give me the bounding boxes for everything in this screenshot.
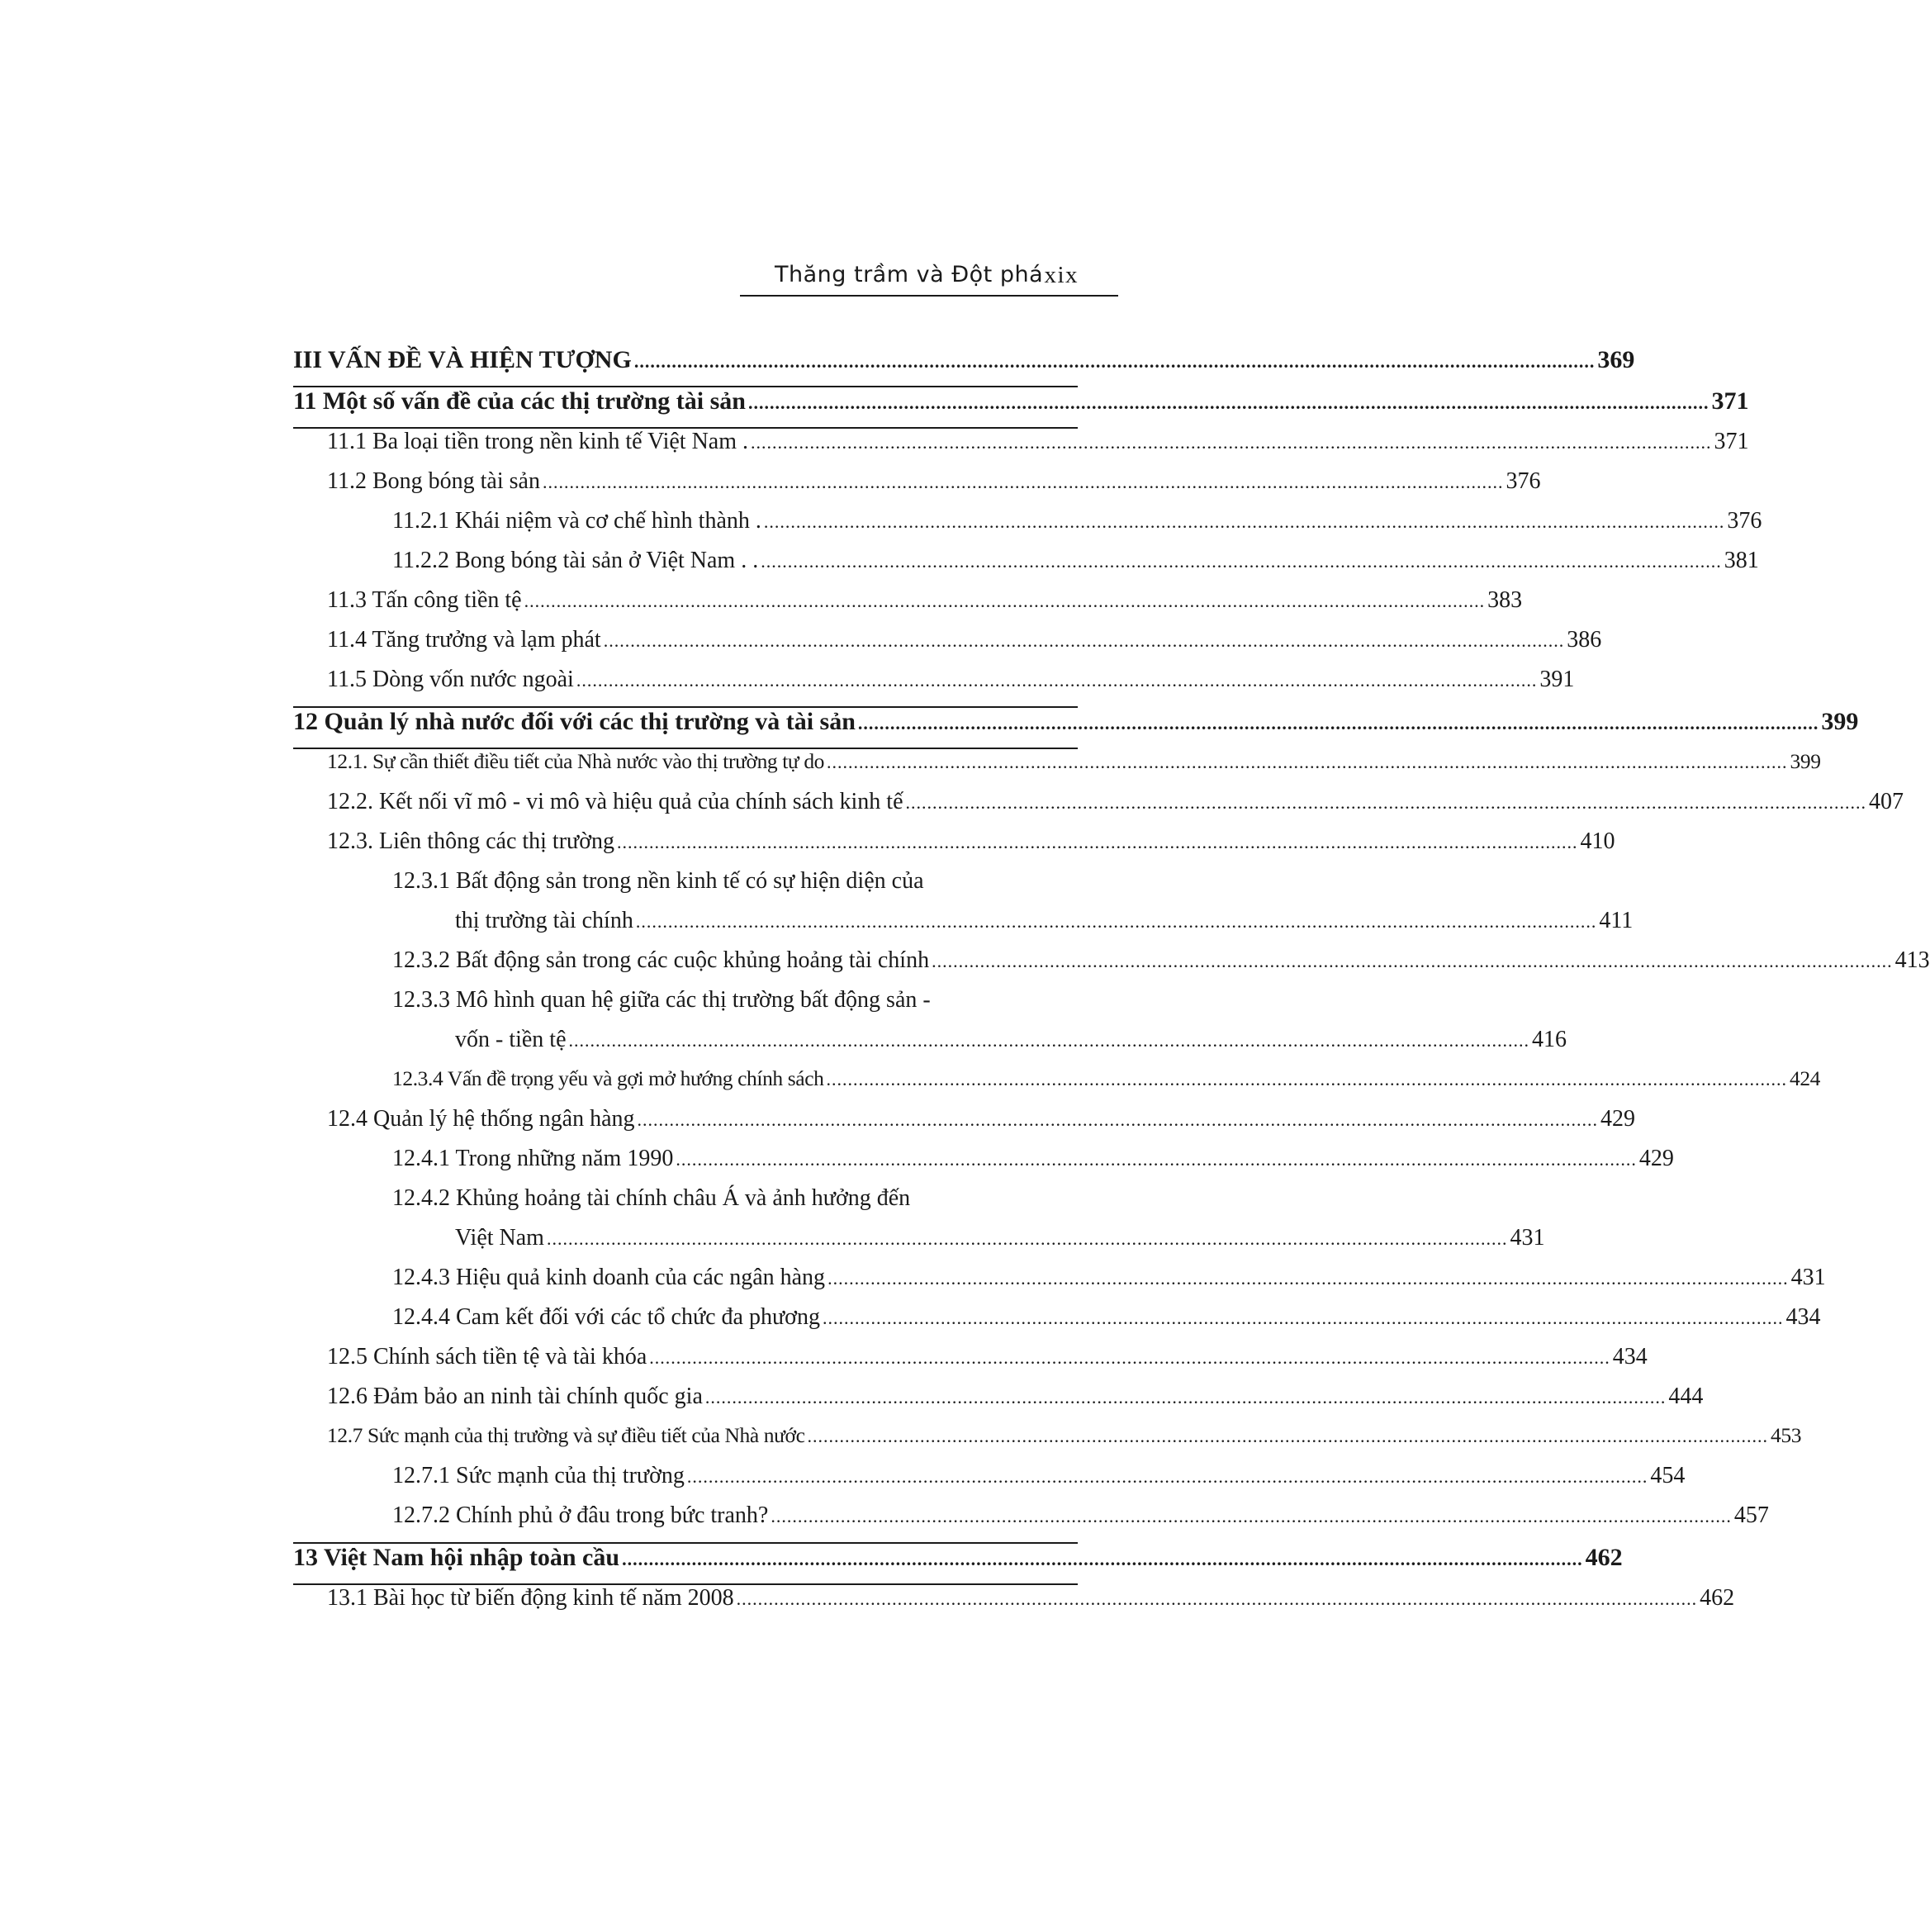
dot-leader: ................................................................................................................................................................................... <box>771 1506 1732 1526</box>
toc-entry-label: 11.2.1 Khái niệm và cơ chế hình thành . <box>392 508 761 534</box>
toc-entry-label: 12.4.4 Cam kết đối với các tổ chức đa phương <box>392 1304 820 1330</box>
toc-entry-label: 12.3.1 Bất động sản trong nền kinh tế có sự hiện diện của <box>392 868 924 894</box>
toc-entry-page: 391 <box>1539 667 1575 692</box>
dot-leader: ................................................................................................................................................................................... <box>704 1387 1667 1407</box>
toc-subsection[interactable] <box>293 1265 1826 1304</box>
toc-entry-page: 434 <box>1785 1304 1821 1330</box>
toc-entry-page: 371 <box>1714 429 1749 454</box>
dot-leader: ................................................................................................................................................................................... <box>546 1228 1508 1249</box>
toc-entry-label: 11.1 Ba loại tiền trong nền kinh tế Việt Nam . <box>327 429 749 454</box>
toc-entry-label-continued: thị trường tài chính <box>455 908 633 933</box>
toc-entry-label: 13.1 Bài học từ biến động kinh tế năm 2008 <box>327 1585 734 1611</box>
toc-section[interactable] <box>293 749 1821 789</box>
toc-section[interactable] <box>293 1106 1635 1146</box>
dot-leader: ................................................................................................................................................................................... <box>747 392 1709 413</box>
toc-entry-page: 369 <box>1597 346 1635 373</box>
dot-leader: ................................................................................................................................................................................... <box>603 630 1565 651</box>
dot-leader: ................................................................................................................................................................................... <box>633 351 1596 372</box>
toc-chapter[interactable] <box>293 1544 1623 1585</box>
toc-entry-label: 12.4.3 Hiệu quả kinh doanh của các ngân hàng <box>392 1265 826 1290</box>
dot-leader: ................................................................................................................................................................................... <box>676 1149 1637 1170</box>
toc-entry-page: 454 <box>1650 1463 1686 1488</box>
toc-entry-label: 12.3.4 Vấn đề trọng yếu và gợi mở hướng chính sách <box>392 1066 824 1090</box>
toc-part-heading[interactable] <box>293 346 1635 387</box>
toc-subsection-line1[interactable] <box>293 868 1078 908</box>
dot-leader: ................................................................................................................................................................................... <box>763 511 1725 532</box>
toc-chapter[interactable] <box>293 387 1749 429</box>
toc-subsection-line2[interactable] <box>293 1027 1567 1066</box>
dot-leader: ................................................................................................................................................................................... <box>827 752 1788 772</box>
toc-entry-label: 12.5 Chính sách tiền tệ và tài khóa <box>327 1344 647 1369</box>
page-number: xix <box>1044 262 1079 288</box>
toc-section[interactable] <box>293 1384 1704 1423</box>
toc-subsection[interactable] <box>293 1304 1821 1344</box>
toc-entry-label: 11 Một số vấn đề của các thị trường tài sản <box>293 387 746 415</box>
toc-entry-page: 429 <box>1638 1146 1674 1171</box>
toc-entry-page: 453 <box>1771 1423 1802 1447</box>
toc-entry-page: 413 <box>1894 947 1930 973</box>
toc-entry-page: 457 <box>1733 1502 1769 1528</box>
toc-entry-page: 411 <box>1599 908 1634 933</box>
toc-entry-page: 399 <box>1790 749 1821 773</box>
toc-subsection-line2[interactable] <box>293 1225 1545 1265</box>
toc-entry-label: 12.1. Sự cần thiết điều tiết của Nhà nước vào thị trường tự do <box>327 749 825 773</box>
toc-entry-page: 416 <box>1532 1027 1567 1052</box>
dot-leader: ................................................................................................................................................................................... <box>751 432 1712 453</box>
toc-entry-page: 444 <box>1668 1384 1704 1409</box>
toc-entry-label: 12.4 Quản lý hệ thống ngân hàng <box>327 1106 635 1132</box>
dot-leader: ................................................................................................................................................................................... <box>822 1308 1784 1328</box>
toc-entry-label: 12.3.2 Bất động sản trong các cuộc khủng hoảng tài chính <box>392 947 930 973</box>
toc-entry-page: 399 <box>1821 708 1859 735</box>
toc-entry-page: 376 <box>1727 508 1762 534</box>
toc-entry-label: 11.5 Dòng vốn nước ngoài <box>327 667 574 692</box>
toc-subsection[interactable] <box>293 508 1762 548</box>
toc-entry-label: 13 Việt Nam hội nhập toàn cầu <box>293 1544 620 1571</box>
dot-leader: ................................................................................................................................................................................... <box>576 670 1538 691</box>
toc-subsection[interactable] <box>293 1066 1821 1106</box>
toc-entry-page: 462 <box>1585 1544 1623 1571</box>
toc-entry-page: 424 <box>1789 1066 1821 1090</box>
toc-section[interactable] <box>293 429 1749 468</box>
toc-entry-label: 12.7.2 Chính phủ ở đâu trong bức tranh? <box>392 1502 769 1528</box>
toc-section[interactable] <box>293 587 1523 627</box>
toc-entry-label: 11.3 Tấn công tiền tệ <box>327 587 522 613</box>
toc-entry-page: 376 <box>1506 468 1541 494</box>
toc-subsection[interactable] <box>293 947 1930 987</box>
toc-entry-page: 462 <box>1700 1585 1735 1611</box>
toc-entry-label: 12.3.3 Mô hình quan hệ giữa các thị trường bất động sản - <box>392 987 931 1013</box>
toc-entry-label-continued: Việt Nam <box>455 1225 544 1251</box>
toc-entry-label: 12.7 Sức mạnh của thị trường và sự điều tiết của Nhà nước <box>327 1423 805 1447</box>
dot-leader: ................................................................................................................................................................................... <box>622 1549 1583 1569</box>
running-header <box>740 259 1118 297</box>
toc-subsection[interactable] <box>293 548 1759 587</box>
dot-leader: ................................................................................................................................................................................... <box>542 472 1504 492</box>
dot-leader: ................................................................................................................................................................................... <box>635 911 1597 932</box>
toc-subsection-line2[interactable] <box>293 908 1634 947</box>
toc-subsection-line1[interactable] <box>293 1185 1078 1225</box>
toc-section[interactable] <box>293 789 1904 828</box>
toc-section[interactable] <box>293 1423 1802 1463</box>
dot-leader: ................................................................................................................................................................................... <box>686 1466 1648 1487</box>
running-header-title: Thăng trầm và Đột phá <box>775 262 1044 287</box>
toc-entry-label: 11.2 Bong bóng tài sản <box>327 468 540 494</box>
toc-section[interactable] <box>293 1585 1735 1625</box>
toc-entry-label: 12 Quản lý nhà nước đối với các thị trường và tài sản <box>293 708 856 735</box>
toc-section[interactable] <box>293 1344 1648 1384</box>
toc-entry-page: 431 <box>1790 1265 1826 1290</box>
toc-entry-label-continued: vốn - tiền tệ <box>455 1027 567 1052</box>
toc-entry-page: 381 <box>1724 548 1759 573</box>
table-of-contents <box>293 346 1930 1625</box>
toc-entry-page: 407 <box>1869 789 1904 814</box>
dot-leader: ................................................................................................................................................................................... <box>649 1347 1610 1368</box>
dot-leader: ................................................................................................................................................................................... <box>617 832 1578 852</box>
toc-entry-label: 12.2. Kết nối vĩ mô - vi mô và hiệu quả của chính sách kinh tế <box>327 789 903 814</box>
toc-chapter[interactable] <box>293 708 1859 749</box>
toc-entry-label: III VẤN ĐỀ VÀ HIỆN TƯỢNG <box>293 346 632 373</box>
toc-entry-page: 434 <box>1612 1344 1648 1369</box>
dot-leader: ................................................................................................................................................................................... <box>826 1069 1787 1089</box>
toc-subsection-line1[interactable] <box>293 987 1078 1027</box>
dot-leader: ................................................................................................................................................................................... <box>857 713 1819 733</box>
toc-entry-page: 410 <box>1580 828 1615 854</box>
toc-entry-label: 12.4.1 Trong những năm 1990 <box>392 1146 674 1171</box>
toc-entry-label: 12.3. Liên thông các thị trường <box>327 828 615 854</box>
dot-leader: ................................................................................................................................................................................... <box>807 1426 1769 1446</box>
dot-leader: ................................................................................................................................................................................... <box>736 1588 1698 1609</box>
dot-leader: ................................................................................................................................................................................... <box>568 1030 1530 1051</box>
toc-subsection[interactable] <box>293 1502 1769 1544</box>
toc-section[interactable] <box>293 667 1575 708</box>
dot-leader: ................................................................................................................................................................................... <box>827 1268 1789 1289</box>
toc-section[interactable] <box>293 828 1615 868</box>
toc-section[interactable] <box>293 468 1541 508</box>
dot-leader: ................................................................................................................................................................................... <box>932 951 1893 971</box>
toc-entry-page: 386 <box>1567 627 1602 653</box>
dot-leader: ................................................................................................................................................................................... <box>761 551 1722 572</box>
toc-subsection[interactable] <box>293 1463 1686 1502</box>
toc-entry-page: 371 <box>1711 387 1749 415</box>
toc-entry-label: 12.7.1 Sức mạnh của thị trường <box>392 1463 685 1488</box>
dot-leader: ................................................................................................................................................................................... <box>905 792 1867 813</box>
toc-entry-label: 11.2.2 Bong bóng tài sản ở Việt Nam . . <box>392 548 759 573</box>
dot-leader: ................................................................................................................................................................................... <box>524 591 1486 611</box>
toc-subsection[interactable] <box>293 1146 1674 1185</box>
toc-entry-label: 12.6 Đảm bảo an ninh tài chính quốc gia <box>327 1384 703 1409</box>
toc-entry-label: 11.4 Tăng trưởng và lạm phát <box>327 627 601 653</box>
dot-leader: ................................................................................................................................................................................... <box>637 1109 1598 1130</box>
toc-entry-label: 12.4.2 Khủng hoảng tài chính châu Á và ảnh hưởng đến <box>392 1185 911 1211</box>
toc-entry-page: 429 <box>1600 1106 1635 1132</box>
toc-entry-page: 383 <box>1487 587 1523 613</box>
toc-section[interactable] <box>293 627 1602 667</box>
toc-entry-page: 431 <box>1510 1225 1545 1251</box>
